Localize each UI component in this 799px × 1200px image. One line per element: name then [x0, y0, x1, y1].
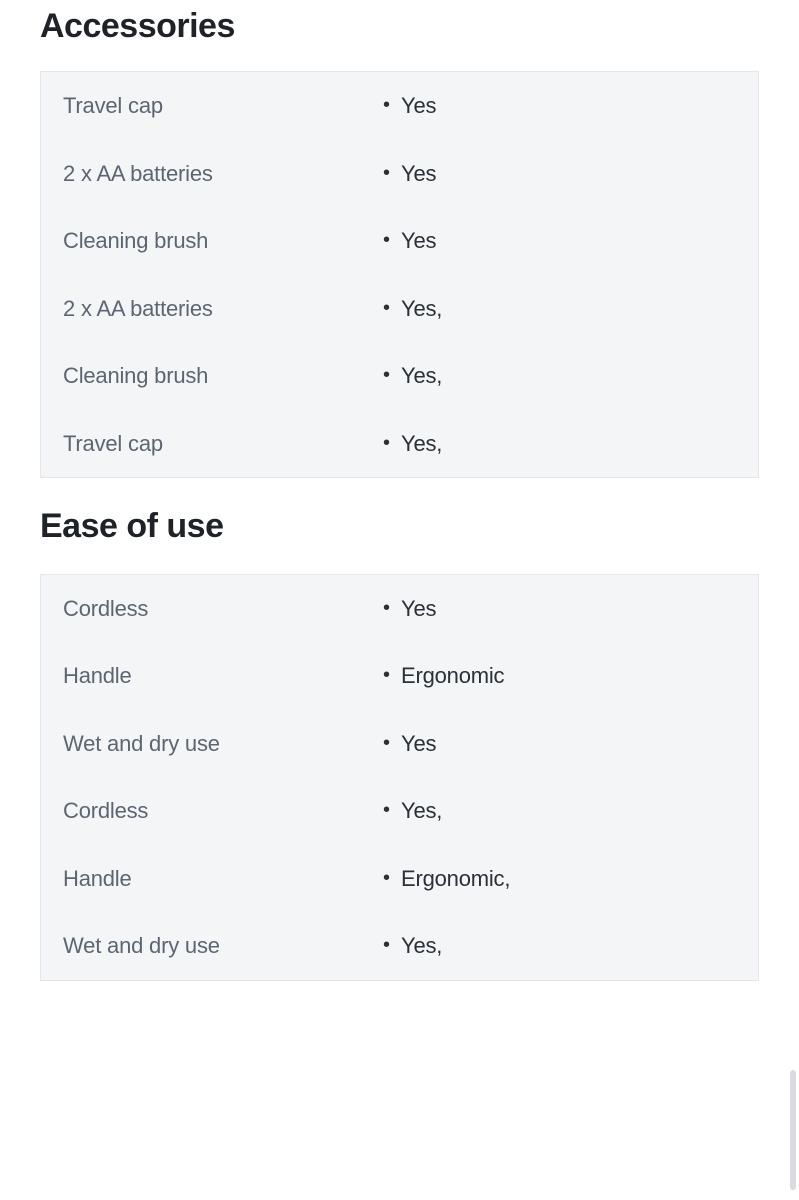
table-row	[41, 207, 758, 275]
bullet-icon: •	[383, 799, 391, 822]
table-row	[41, 845, 758, 913]
spec-label: Handle	[63, 865, 132, 891]
spec-value-group	[383, 362, 758, 390]
page-title-accessories: Accessories	[40, 7, 235, 45]
bullet-icon: •	[383, 596, 391, 619]
bullet-icon: •	[383, 664, 391, 687]
spec-value-group	[383, 865, 758, 893]
spec-value-group	[383, 92, 758, 120]
page-title-ease-of-use: Ease of use	[40, 507, 224, 546]
spec-value: Ergonomic	[401, 663, 505, 689]
bullet-icon: •	[383, 296, 391, 319]
spec-label: Cordless	[63, 595, 149, 621]
spec-value: Yes,	[401, 363, 443, 389]
spec-label: Travel cap	[63, 430, 163, 456]
table-row	[41, 777, 758, 845]
bullet-icon: •	[383, 934, 391, 957]
bullet-icon: •	[383, 431, 391, 454]
spec-value: Yes,	[401, 430, 443, 456]
spec-label: Handle	[63, 663, 132, 689]
spec-label: Cleaning brush	[63, 228, 209, 254]
spec-value: Ergonomic,	[401, 865, 511, 891]
table-row	[41, 275, 758, 343]
table-row	[41, 342, 758, 410]
bullet-icon: •	[383, 229, 391, 252]
spec-label: 2 x AA batteries	[63, 295, 213, 321]
spec-value: Yes	[401, 228, 437, 254]
spec-label: Cordless	[63, 798, 149, 824]
table-row	[41, 575, 758, 643]
bullet-icon: •	[383, 731, 391, 754]
spec-label: Cleaning brush	[63, 363, 209, 389]
spec-value-group	[383, 730, 758, 758]
bullet-icon: •	[383, 364, 391, 387]
spec-value: Yes,	[401, 798, 443, 824]
spec-value-group	[383, 295, 758, 323]
spec-value-group	[383, 662, 758, 690]
table-row	[41, 710, 758, 778]
bullet-icon: •	[383, 866, 391, 889]
table-row	[41, 72, 758, 140]
spec-value: Yes,	[401, 933, 443, 959]
spec-value-group	[383, 932, 758, 960]
spec-value-group	[383, 430, 758, 458]
spec-value: Yes	[401, 160, 437, 186]
spec-label: Travel cap	[63, 93, 163, 119]
spec-label: Wet and dry use	[63, 933, 220, 959]
spec-value-group	[383, 227, 758, 255]
spec-value: Yes	[401, 595, 437, 621]
spec-table-ease-of-use	[40, 574, 759, 981]
page-scrollbar[interactable]	[790, 1070, 796, 1190]
bullet-icon: •	[383, 94, 391, 117]
table-row	[41, 912, 758, 980]
bullet-icon: •	[383, 161, 391, 184]
spec-value-group	[383, 797, 758, 825]
table-row	[41, 642, 758, 710]
spec-value-group	[383, 595, 758, 623]
spec-label: Wet and dry use	[63, 730, 220, 756]
spec-value: Yes	[401, 730, 437, 756]
spec-value: Yes,	[401, 295, 443, 321]
table-row	[41, 140, 758, 208]
spec-value: Yes	[401, 93, 437, 119]
spec-label: 2 x AA batteries	[63, 160, 213, 186]
table-row	[41, 410, 758, 478]
spec-value-group	[383, 160, 758, 188]
spec-table-accessories	[40, 71, 759, 478]
